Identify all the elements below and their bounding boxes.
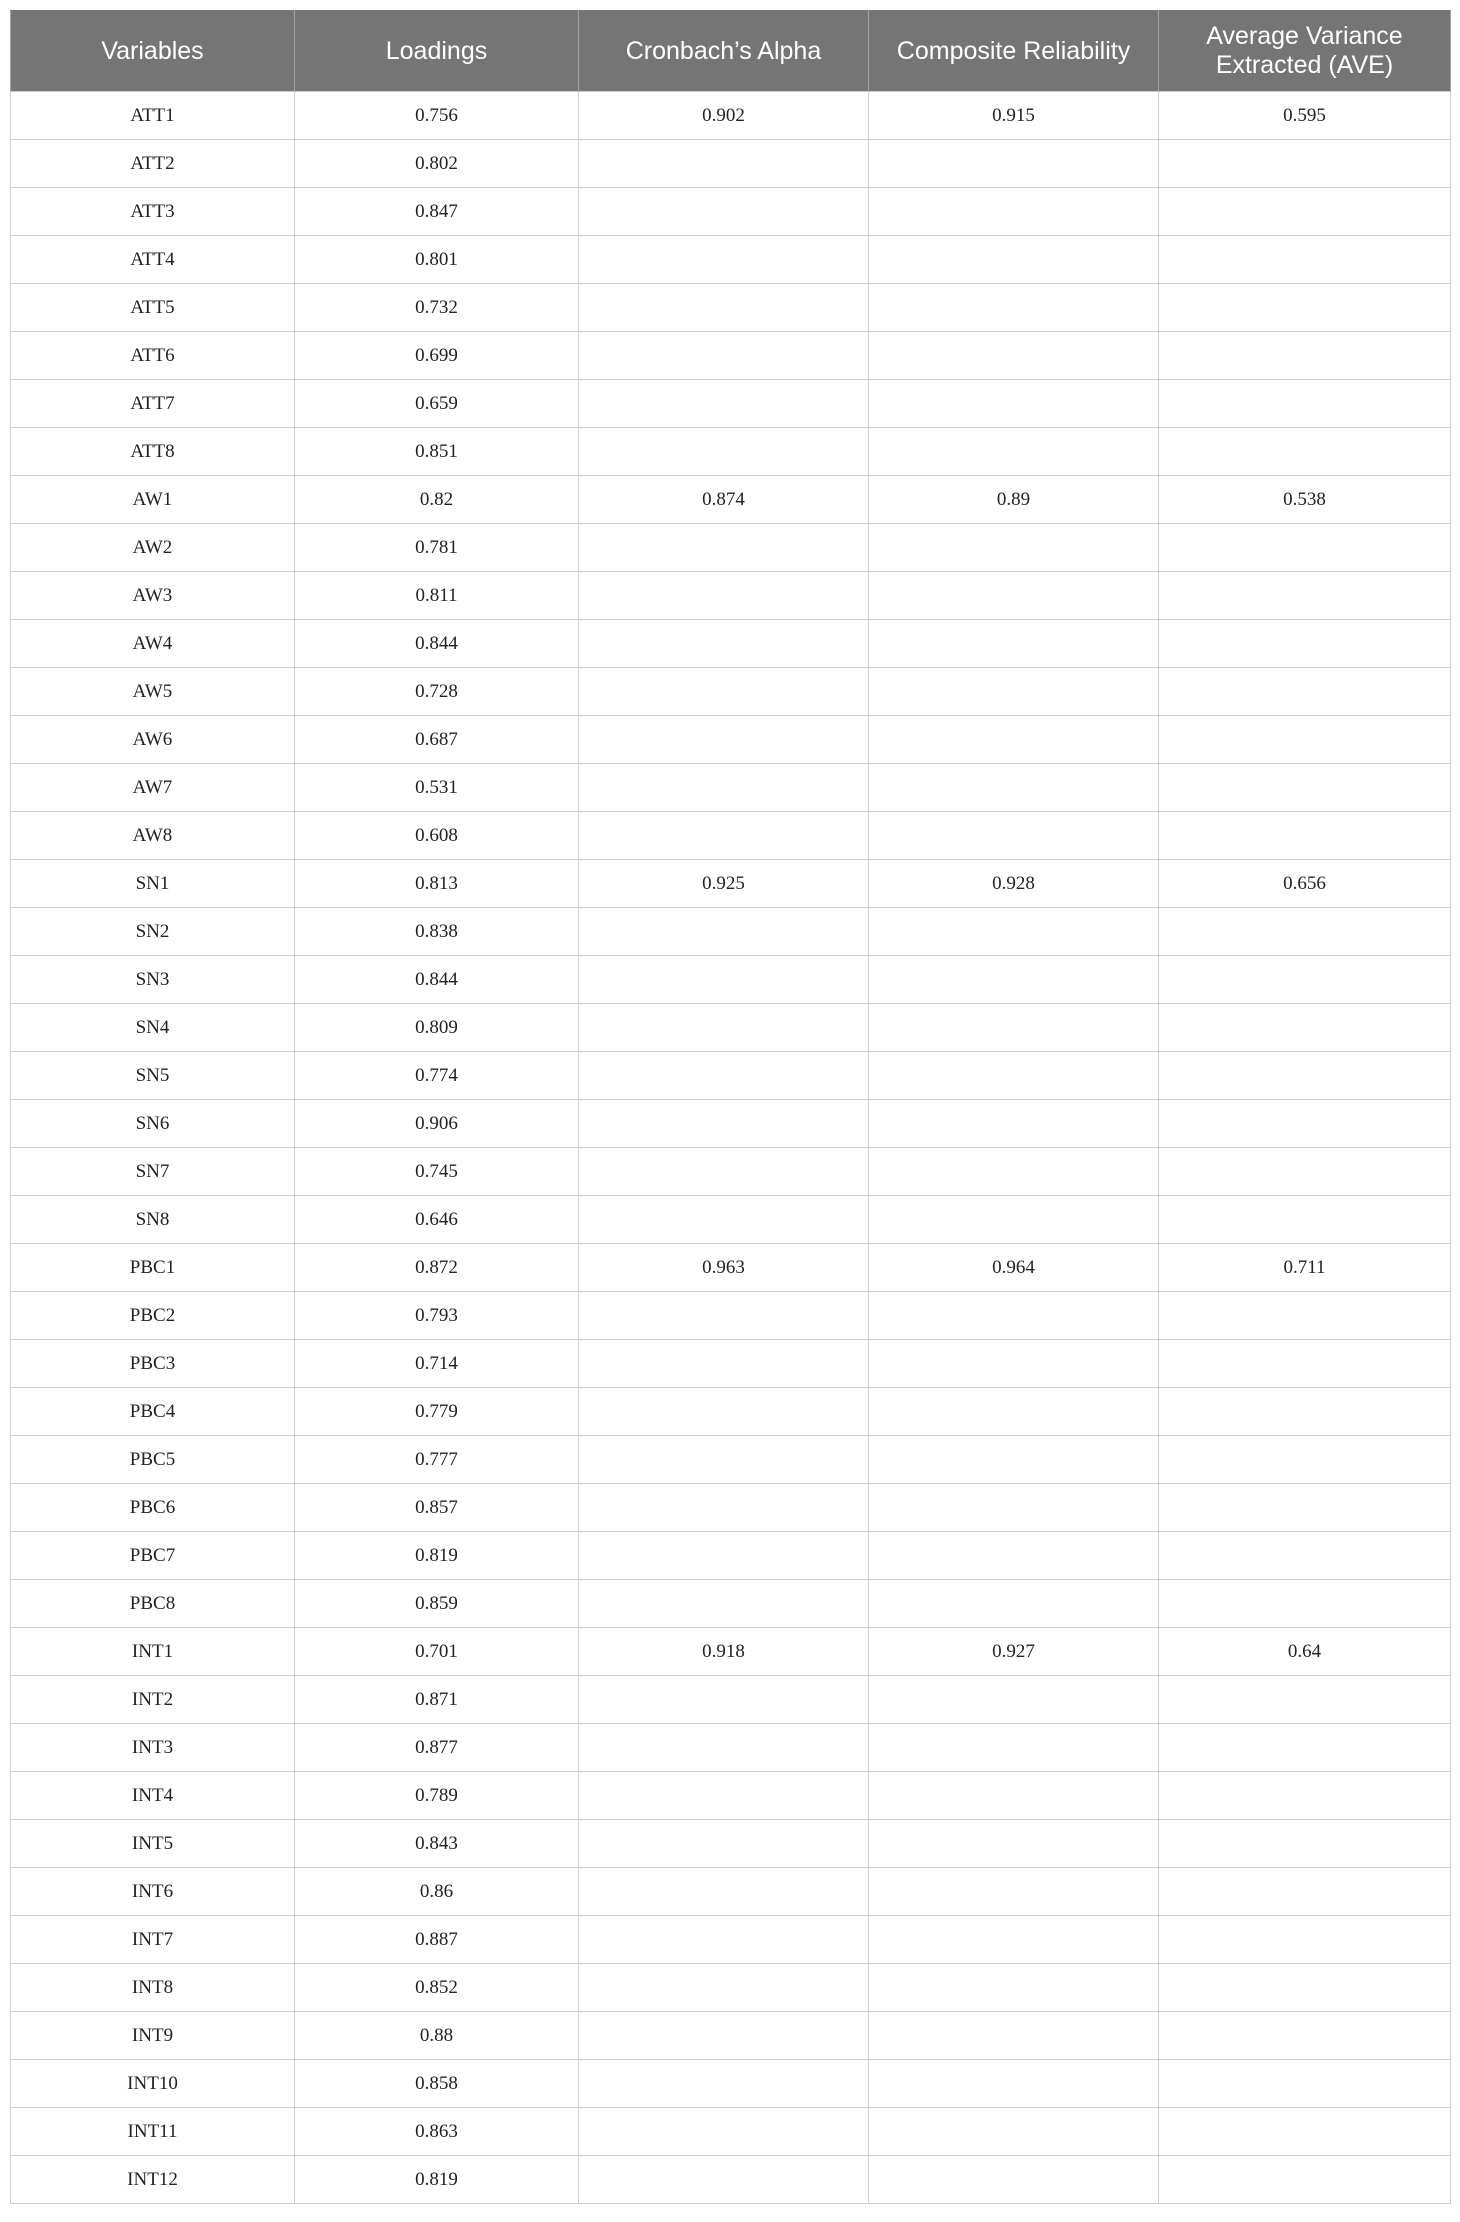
cell-loading: 0.646	[295, 1196, 579, 1244]
cell-variable: AW7	[11, 764, 295, 812]
cell-variable: SN4	[11, 1004, 295, 1052]
cell-composite-reliability	[869, 524, 1159, 572]
table-row	[11, 1292, 1451, 1340]
cell-loading: 0.859	[295, 1580, 579, 1628]
table-row	[11, 1532, 1451, 1580]
cell-ave: 0.538	[1159, 476, 1451, 524]
cell-variable: PBC8	[11, 1580, 295, 1628]
cell-variable: ATT1	[11, 92, 295, 140]
cell-cronbachs-alpha	[579, 1724, 869, 1772]
table-row	[11, 380, 1451, 428]
table-row	[11, 620, 1451, 668]
cell-cronbachs-alpha	[579, 188, 869, 236]
table-row	[11, 668, 1451, 716]
table-row	[11, 1964, 1451, 2012]
cell-ave	[1159, 1196, 1451, 1244]
cell-loading: 0.852	[295, 1964, 579, 2012]
cell-ave	[1159, 716, 1451, 764]
cell-ave	[1159, 956, 1451, 1004]
table-row	[11, 572, 1451, 620]
cell-ave: 0.711	[1159, 1244, 1451, 1292]
cell-cronbachs-alpha	[579, 236, 869, 284]
cell-loading: 0.82	[295, 476, 579, 524]
table-row	[11, 1628, 1451, 1676]
cell-ave	[1159, 236, 1451, 284]
cell-composite-reliability	[869, 908, 1159, 956]
table-body	[11, 92, 1451, 2204]
cell-composite-reliability	[869, 1340, 1159, 1388]
cell-ave	[1159, 140, 1451, 188]
cell-loading: 0.774	[295, 1052, 579, 1100]
cell-ave	[1159, 1292, 1451, 1340]
cell-ave	[1159, 1436, 1451, 1484]
table-row	[11, 1196, 1451, 1244]
table-row	[11, 860, 1451, 908]
cell-variable: SN6	[11, 1100, 295, 1148]
cell-loading: 0.728	[295, 668, 579, 716]
cell-loading: 0.838	[295, 908, 579, 956]
cell-variable: AW6	[11, 716, 295, 764]
cell-cronbachs-alpha	[579, 2060, 869, 2108]
cell-composite-reliability: 0.964	[869, 1244, 1159, 1292]
cell-loading: 0.872	[295, 1244, 579, 1292]
cell-loading: 0.857	[295, 1484, 579, 1532]
cell-variable: ATT3	[11, 188, 295, 236]
cell-ave	[1159, 188, 1451, 236]
cell-ave	[1159, 1676, 1451, 1724]
cell-loading: 0.781	[295, 524, 579, 572]
cell-cronbachs-alpha	[579, 2012, 869, 2060]
cell-variable: ATT5	[11, 284, 295, 332]
cell-composite-reliability	[869, 1916, 1159, 1964]
table-row	[11, 2060, 1451, 2108]
cell-loading: 0.877	[295, 1724, 579, 1772]
cell-variable: INT6	[11, 1868, 295, 1916]
cell-composite-reliability	[869, 188, 1159, 236]
cell-composite-reliability: 0.89	[869, 476, 1159, 524]
table-row	[11, 2108, 1451, 2156]
table-row	[11, 956, 1451, 1004]
cell-loading: 0.809	[295, 1004, 579, 1052]
cell-variable: AW4	[11, 620, 295, 668]
cell-composite-reliability	[869, 380, 1159, 428]
cell-loading: 0.813	[295, 860, 579, 908]
cell-cronbachs-alpha: 0.874	[579, 476, 869, 524]
cell-composite-reliability	[869, 812, 1159, 860]
cell-composite-reliability	[869, 1820, 1159, 1868]
table-row	[11, 1484, 1451, 1532]
cell-ave	[1159, 1004, 1451, 1052]
cell-composite-reliability	[869, 1388, 1159, 1436]
cell-ave	[1159, 1100, 1451, 1148]
cell-cronbachs-alpha	[579, 1052, 869, 1100]
table-row	[11, 1916, 1451, 1964]
cell-ave	[1159, 1916, 1451, 1964]
cell-ave	[1159, 620, 1451, 668]
cell-variable: INT11	[11, 2108, 295, 2156]
cell-composite-reliability	[869, 1484, 1159, 1532]
cell-cronbachs-alpha	[579, 1004, 869, 1052]
cell-variable: ATT4	[11, 236, 295, 284]
cell-composite-reliability	[869, 1868, 1159, 1916]
cell-composite-reliability	[869, 668, 1159, 716]
cell-cronbachs-alpha	[579, 140, 869, 188]
cell-variable: PBC3	[11, 1340, 295, 1388]
cell-variable: INT3	[11, 1724, 295, 1772]
table-row	[11, 716, 1451, 764]
cell-variable: PBC7	[11, 1532, 295, 1580]
cell-ave	[1159, 908, 1451, 956]
cell-composite-reliability	[869, 1004, 1159, 1052]
cell-ave	[1159, 380, 1451, 428]
cell-variable: PBC1	[11, 1244, 295, 1292]
cell-composite-reliability	[869, 1532, 1159, 1580]
table-row	[11, 2156, 1451, 2204]
cell-loading: 0.811	[295, 572, 579, 620]
cell-cronbachs-alpha	[579, 1484, 869, 1532]
cell-loading: 0.844	[295, 956, 579, 1004]
cell-cronbachs-alpha	[579, 908, 869, 956]
cell-cronbachs-alpha: 0.902	[579, 92, 869, 140]
cell-cronbachs-alpha: 0.918	[579, 1628, 869, 1676]
table-row	[11, 188, 1451, 236]
table-row	[11, 332, 1451, 380]
table-row	[11, 140, 1451, 188]
cell-ave	[1159, 284, 1451, 332]
cell-loading: 0.701	[295, 1628, 579, 1676]
table-row	[11, 1580, 1451, 1628]
reliability-table	[10, 10, 1451, 2204]
cell-variable: PBC2	[11, 1292, 295, 1340]
cell-cronbachs-alpha	[579, 1820, 869, 1868]
table-row	[11, 1820, 1451, 1868]
cell-loading: 0.843	[295, 1820, 579, 1868]
cell-cronbachs-alpha	[579, 1532, 869, 1580]
cell-variable: SN3	[11, 956, 295, 1004]
table-row	[11, 428, 1451, 476]
cell-composite-reliability	[869, 1724, 1159, 1772]
cell-composite-reliability	[869, 1196, 1159, 1244]
table-row	[11, 764, 1451, 812]
cell-ave	[1159, 332, 1451, 380]
cell-variable: INT2	[11, 1676, 295, 1724]
cell-cronbachs-alpha	[579, 1868, 869, 1916]
table-row	[11, 1100, 1451, 1148]
table-row	[11, 2012, 1451, 2060]
cell-variable: SN1	[11, 860, 295, 908]
cell-composite-reliability	[869, 2012, 1159, 2060]
cell-ave	[1159, 572, 1451, 620]
cell-ave	[1159, 1580, 1451, 1628]
cell-loading: 0.732	[295, 284, 579, 332]
cell-ave	[1159, 1772, 1451, 1820]
cell-variable: AW8	[11, 812, 295, 860]
reliability-table-container	[10, 10, 1450, 2204]
cell-loading: 0.88	[295, 2012, 579, 2060]
cell-ave: 0.595	[1159, 92, 1451, 140]
cell-composite-reliability	[869, 236, 1159, 284]
cell-composite-reliability	[869, 716, 1159, 764]
cell-loading: 0.858	[295, 2060, 579, 2108]
cell-ave	[1159, 812, 1451, 860]
cell-ave	[1159, 1052, 1451, 1100]
cell-ave	[1159, 1964, 1451, 2012]
table-header	[11, 11, 1451, 92]
cell-cronbachs-alpha	[579, 956, 869, 1004]
cell-loading: 0.699	[295, 332, 579, 380]
table-row	[11, 908, 1451, 956]
cell-variable: ATT6	[11, 332, 295, 380]
table-row	[11, 524, 1451, 572]
cell-cronbachs-alpha	[579, 380, 869, 428]
cell-variable: AW5	[11, 668, 295, 716]
cell-loading: 0.906	[295, 1100, 579, 1148]
cell-ave	[1159, 1724, 1451, 1772]
cell-cronbachs-alpha	[579, 1580, 869, 1628]
cell-loading: 0.756	[295, 92, 579, 140]
table-row	[11, 1436, 1451, 1484]
cell-cronbachs-alpha	[579, 764, 869, 812]
cell-ave	[1159, 1532, 1451, 1580]
table-row	[11, 476, 1451, 524]
cell-cronbachs-alpha: 0.925	[579, 860, 869, 908]
table-row	[11, 1052, 1451, 1100]
table-row	[11, 284, 1451, 332]
cell-cronbachs-alpha	[579, 524, 869, 572]
cell-composite-reliability	[869, 2060, 1159, 2108]
cell-cronbachs-alpha	[579, 1340, 869, 1388]
cell-composite-reliability: 0.915	[869, 92, 1159, 140]
cell-cronbachs-alpha	[579, 1100, 869, 1148]
cell-variable: PBC4	[11, 1388, 295, 1436]
cell-ave	[1159, 2156, 1451, 2204]
table-row	[11, 1004, 1451, 1052]
cell-cronbachs-alpha	[579, 332, 869, 380]
cell-loading: 0.659	[295, 380, 579, 428]
cell-cronbachs-alpha	[579, 1964, 869, 2012]
cell-composite-reliability: 0.927	[869, 1628, 1159, 1676]
cell-loading: 0.844	[295, 620, 579, 668]
cell-loading: 0.745	[295, 1148, 579, 1196]
cell-variable: INT10	[11, 2060, 295, 2108]
cell-variable: SN7	[11, 1148, 295, 1196]
cell-loading: 0.714	[295, 1340, 579, 1388]
cell-cronbachs-alpha	[579, 1772, 869, 1820]
cell-cronbachs-alpha	[579, 1388, 869, 1436]
cell-cronbachs-alpha	[579, 620, 869, 668]
cell-loading: 0.871	[295, 1676, 579, 1724]
cell-composite-reliability	[869, 140, 1159, 188]
cell-ave	[1159, 1868, 1451, 1916]
cell-loading: 0.793	[295, 1292, 579, 1340]
cell-ave	[1159, 1340, 1451, 1388]
table-row	[11, 92, 1451, 140]
cell-composite-reliability	[869, 284, 1159, 332]
table-row	[11, 1724, 1451, 1772]
cell-variable: AW1	[11, 476, 295, 524]
cell-variable: INT1	[11, 1628, 295, 1676]
cell-variable: INT5	[11, 1820, 295, 1868]
cell-loading: 0.851	[295, 428, 579, 476]
table-row	[11, 1388, 1451, 1436]
cell-cronbachs-alpha	[579, 2156, 869, 2204]
header-ave: Average Variance Extracted (AVE)	[1159, 11, 1451, 92]
cell-composite-reliability	[869, 1148, 1159, 1196]
cell-composite-reliability	[869, 1436, 1159, 1484]
cell-composite-reliability	[869, 956, 1159, 1004]
cell-loading: 0.531	[295, 764, 579, 812]
cell-cronbachs-alpha	[579, 716, 869, 764]
cell-variable: ATT7	[11, 380, 295, 428]
cell-loading: 0.863	[295, 2108, 579, 2156]
cell-ave	[1159, 1388, 1451, 1436]
cell-composite-reliability	[869, 1772, 1159, 1820]
cell-cronbachs-alpha	[579, 1916, 869, 1964]
cell-cronbachs-alpha	[579, 428, 869, 476]
cell-loading: 0.819	[295, 2156, 579, 2204]
cell-composite-reliability	[869, 1052, 1159, 1100]
table-row	[11, 1244, 1451, 1292]
cell-ave: 0.64	[1159, 1628, 1451, 1676]
cell-variable: INT7	[11, 1916, 295, 1964]
cell-cronbachs-alpha	[579, 1676, 869, 1724]
cell-loading: 0.847	[295, 188, 579, 236]
cell-ave	[1159, 764, 1451, 812]
cell-variable: INT8	[11, 1964, 295, 2012]
cell-loading: 0.802	[295, 140, 579, 188]
cell-variable: INT4	[11, 1772, 295, 1820]
cell-variable: PBC6	[11, 1484, 295, 1532]
cell-variable: SN8	[11, 1196, 295, 1244]
cell-cronbachs-alpha	[579, 812, 869, 860]
cell-ave	[1159, 524, 1451, 572]
cell-composite-reliability	[869, 1292, 1159, 1340]
table-row	[11, 236, 1451, 284]
table-row	[11, 1676, 1451, 1724]
cell-ave	[1159, 428, 1451, 476]
cell-ave	[1159, 2060, 1451, 2108]
cell-composite-reliability	[869, 1100, 1159, 1148]
table-row	[11, 1868, 1451, 1916]
cell-composite-reliability	[869, 1580, 1159, 1628]
cell-loading: 0.801	[295, 236, 579, 284]
cell-variable: PBC5	[11, 1436, 295, 1484]
cell-variable: AW2	[11, 524, 295, 572]
cell-cronbachs-alpha	[579, 572, 869, 620]
cell-cronbachs-alpha	[579, 284, 869, 332]
cell-composite-reliability: 0.928	[869, 860, 1159, 908]
cell-cronbachs-alpha	[579, 1148, 869, 1196]
header-cronbachs-alpha: Cronbach’s Alpha	[579, 11, 869, 92]
cell-ave	[1159, 2108, 1451, 2156]
cell-ave	[1159, 1148, 1451, 1196]
cell-loading: 0.789	[295, 1772, 579, 1820]
cell-cronbachs-alpha	[579, 2108, 869, 2156]
cell-composite-reliability	[869, 764, 1159, 812]
cell-composite-reliability	[869, 2108, 1159, 2156]
cell-ave	[1159, 2012, 1451, 2060]
cell-variable: AW3	[11, 572, 295, 620]
cell-loading: 0.819	[295, 1532, 579, 1580]
cell-composite-reliability	[869, 620, 1159, 668]
header-loadings: Loadings	[295, 11, 579, 92]
header-variables: Variables	[11, 11, 295, 92]
cell-loading: 0.779	[295, 1388, 579, 1436]
header-row	[11, 11, 1451, 92]
cell-composite-reliability	[869, 2156, 1159, 2204]
cell-cronbachs-alpha	[579, 1196, 869, 1244]
cell-composite-reliability	[869, 332, 1159, 380]
cell-composite-reliability	[869, 428, 1159, 476]
cell-variable: INT12	[11, 2156, 295, 2204]
cell-variable: SN5	[11, 1052, 295, 1100]
table-row	[11, 812, 1451, 860]
cell-variable: ATT2	[11, 140, 295, 188]
cell-ave	[1159, 1484, 1451, 1532]
cell-loading: 0.777	[295, 1436, 579, 1484]
table-row	[11, 1148, 1451, 1196]
table-row	[11, 1772, 1451, 1820]
cell-ave	[1159, 668, 1451, 716]
cell-cronbachs-alpha: 0.963	[579, 1244, 869, 1292]
cell-variable: INT9	[11, 2012, 295, 2060]
cell-variable: SN2	[11, 908, 295, 956]
cell-loading: 0.86	[295, 1868, 579, 1916]
cell-loading: 0.687	[295, 716, 579, 764]
header-composite-reliability: Composite Reliability	[869, 11, 1159, 92]
cell-cronbachs-alpha	[579, 1292, 869, 1340]
cell-composite-reliability	[869, 1676, 1159, 1724]
cell-ave	[1159, 1820, 1451, 1868]
cell-ave: 0.656	[1159, 860, 1451, 908]
cell-cronbachs-alpha	[579, 1436, 869, 1484]
cell-cronbachs-alpha	[579, 668, 869, 716]
cell-composite-reliability	[869, 1964, 1159, 2012]
cell-variable: ATT8	[11, 428, 295, 476]
cell-composite-reliability	[869, 572, 1159, 620]
cell-loading: 0.608	[295, 812, 579, 860]
table-row	[11, 1340, 1451, 1388]
cell-loading: 0.887	[295, 1916, 579, 1964]
